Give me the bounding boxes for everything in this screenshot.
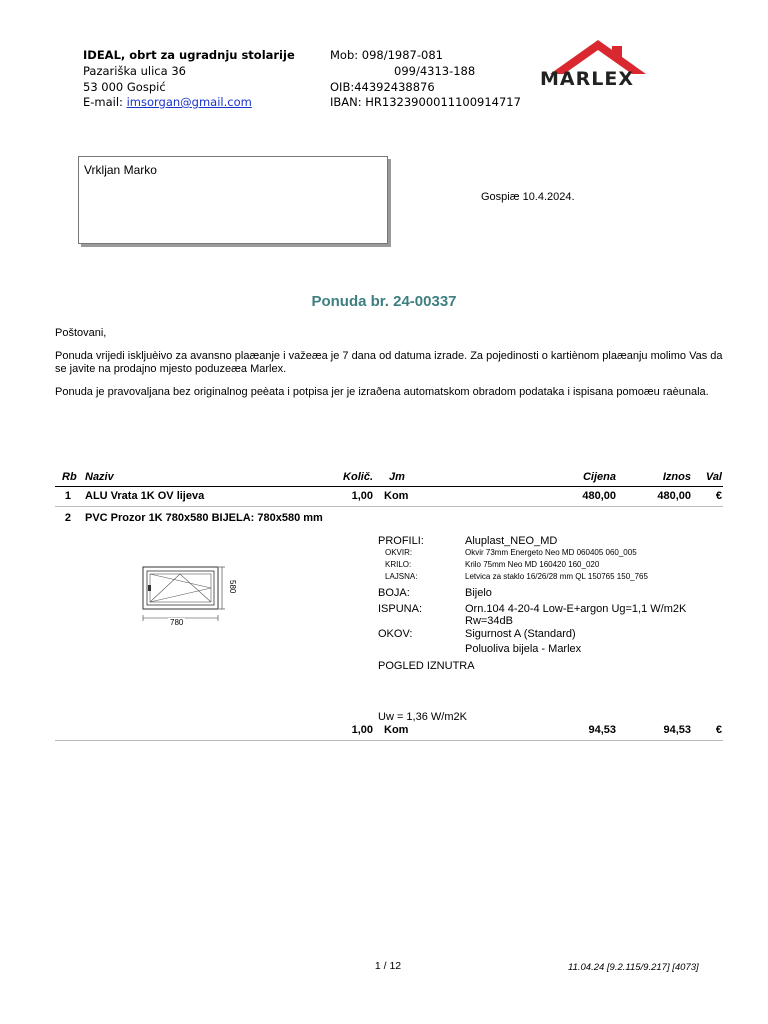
item2-rb: 2 (64, 512, 71, 524)
col-rb: Rb (62, 471, 77, 483)
window-sash-icon (128, 560, 248, 632)
intro-para2: Ponuda je pravovaljana bez originalnog peèata i potpisa jer je izraðena automatskom obradom podataka i ispisana pomoæu raèunala. (55, 386, 709, 398)
item2-kolicina: 1,00 (351, 724, 373, 736)
col-kolicina: Količ. (343, 471, 373, 483)
item2-divider (55, 740, 723, 741)
item1-cijena: 480,00 (582, 490, 616, 502)
boja-label: BOJA: (378, 587, 410, 599)
ispuna-label: ISPUNA: (378, 603, 423, 615)
item2-iznos: 94,53 (663, 724, 691, 736)
col-jm: Jm (389, 471, 405, 483)
dim-height: 580 (228, 580, 237, 594)
krilo-label: KRILO: (385, 560, 412, 569)
item2-naziv: PVC Prozor 1K 780x580 BIJELA: 780x580 mm (85, 512, 323, 524)
window-drawing (128, 560, 248, 632)
lajsna-value: Letvica za staklo 16/26/28 mm QL 150765 150_765 (465, 572, 648, 581)
item2-cijena: 94,53 (588, 724, 616, 736)
company-street: Pazariška ulica 36 (83, 64, 186, 78)
okov-value-line2: Poluoliva bijela - Marlex (465, 643, 582, 655)
item1-rb: 1 (64, 490, 71, 502)
item2-val: € (715, 724, 722, 736)
company-mob-1: Mob: 098/1987-081 (330, 48, 443, 62)
item1-val: € (715, 490, 722, 502)
intro-para1-line2: se javite na prodajno mjesto poduzeæa Marlex. (55, 363, 287, 375)
okvir-value: Okvir 73mm Energeto Neo MD 060405 060_005 (465, 548, 637, 557)
item1-kolicina: 1,00 (351, 490, 373, 502)
email-link[interactable]: imsorgan@gmail.com (126, 95, 252, 109)
krilo-value: Krilo 75mm Neo MD 160420 160_020 (465, 560, 600, 569)
profili-label: PROFILI: (378, 535, 424, 547)
okov-label: OKOV: (378, 628, 413, 640)
recipient-name: Vrkljan Marko (84, 163, 157, 177)
col-cijena: Cijena (582, 471, 616, 483)
okvir-label: OKVIR: (385, 548, 413, 557)
company-mob-2: 099/4313-188 (394, 64, 476, 78)
dim-width: 780 (170, 618, 184, 627)
pogled-label: POGLED IZNUTRA (378, 660, 475, 672)
offer-date: Gospiæ 10.4.2024. (481, 191, 575, 203)
email-label: E-mail: (83, 95, 123, 109)
company-city: 53 000 Gospić (83, 80, 166, 94)
recipient-box (78, 156, 388, 244)
greeting: Poštovani, (55, 327, 107, 339)
item2-jm: Kom (384, 724, 409, 736)
company-oib: OIB:44392438876 (330, 80, 435, 94)
ispuna-value-line2: Rw=34dB (465, 615, 514, 627)
okov-value-line1: Sigurnost A (Standard) (465, 628, 576, 640)
item1-iznos: 480,00 (657, 490, 691, 502)
item1-divider (55, 506, 723, 507)
col-iznos: Iznos (662, 471, 691, 483)
footer-meta: 11.04.24 [9.2.115/9.217] [4073] (568, 962, 699, 973)
company-email-line (83, 95, 252, 110)
intro-para1-line1: Ponuda vrijedi iskljuèivo za avansno plaæanje i važeæa je 7 dana od datuma izrade. Za pojedinosti o kartiènom plaæanju molimo Vas da (55, 350, 723, 362)
profili-value: Aluplast_NEO_MD (465, 535, 558, 547)
item1-naziv: ALU Vrata 1K OV lijeva (85, 490, 205, 502)
company-iban: IBAN: HR1323900011100914717 (330, 95, 521, 109)
boja-value: Bijelo (465, 587, 492, 599)
company-name: IDEAL, obrt za ugradnju stolarije (83, 48, 295, 62)
page-title: Ponuda br. 24-00337 (311, 293, 457, 310)
marlex-logo (536, 38, 660, 102)
logo-text: MARLEX (540, 68, 634, 90)
header-divider (55, 486, 723, 487)
ispuna-value-line1: Orn.104 4-20-4 Low-E+argon Ug=1,1 W/m2K (465, 603, 687, 615)
item1-jm: Kom (384, 490, 409, 502)
uw-value: Uw = 1,36 W/m2K (378, 711, 467, 723)
col-naziv: Naziv (85, 471, 114, 483)
col-val: Val (705, 471, 722, 483)
lajsna-label: LAJSNA: (385, 572, 418, 581)
page-number: 1 / 12 (374, 960, 402, 972)
